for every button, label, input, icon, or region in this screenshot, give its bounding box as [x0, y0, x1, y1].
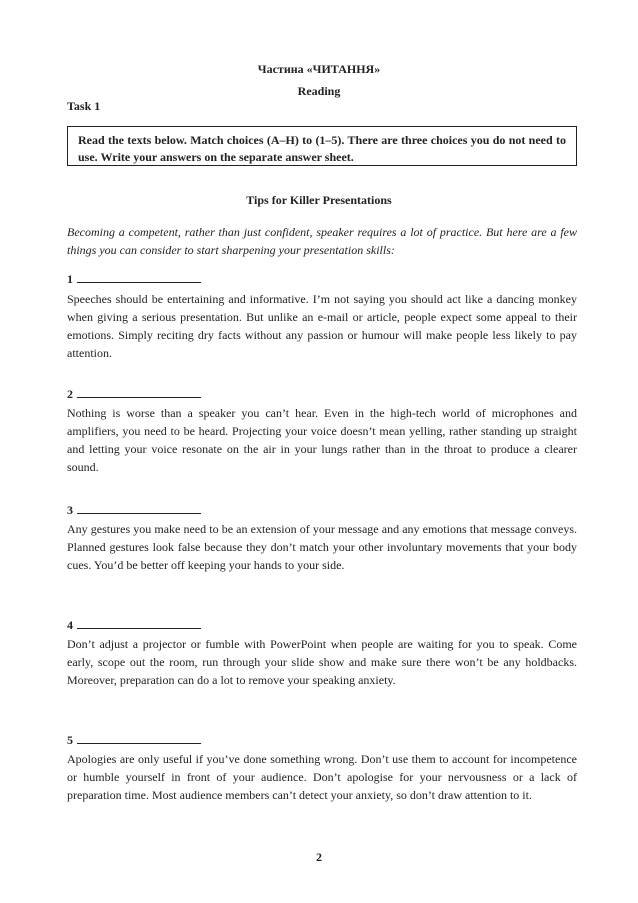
item-text-5: Apologies are only useful if you’ve done something wrong. Don’t use them to account for incompetence or humble yourself in front of your audience. Don’t apologise for your nervousness or a lack of preparation time. Most audience members can’t detect your anxiety, so don’t draw attention to it.: [67, 752, 577, 802]
item-number-label: 1: [67, 272, 73, 286]
answer-blank: [77, 271, 201, 283]
item-text-3: Any gestures you make need to be an extension of your message and any emotions that message conveys. Planned gestures look false because they don’t match your other involuntary movements that your body cues. You’d be better off keeping your hands to your side.: [67, 522, 577, 572]
item-text-4: Don’t adjust a projector or fumble with PowerPoint when people are waiting for you to speak. Come early, scope out the room, run through your slide show and make sure there won’t be any holdbacks. Moreover, preparation can do a lot to remove your speaking anxiety.: [67, 637, 577, 687]
section-title: Reading: [297, 84, 341, 98]
item-text-2: Nothing is worse than a speaker you can’t hear. Even in the high-tech world of microphones and amplifiers, you need to be heard. Projecting your voice doesn’t mean yelling, rather standing up straight and letting your voice resonate on the air in your lungs rather than in the throat to produce a clearer sound.: [67, 406, 577, 474]
item-number-2: [67, 386, 201, 402]
answer-blank: [77, 617, 201, 629]
item-number-3: [67, 502, 201, 518]
answer-blank: [77, 732, 201, 744]
item-number-label: 4: [67, 618, 73, 632]
task-label: Task 1: [67, 99, 101, 113]
item-number-1: [67, 271, 201, 287]
item-number-label: 3: [67, 503, 73, 517]
item-number-4: [67, 617, 201, 633]
instructions-box: Read the texts below. Match choices (A–H) to (1–5). There are three choices you do not need to use. Write your answers on the separate answer sheet.: [67, 126, 577, 166]
item-number-label: 2: [67, 387, 73, 401]
part-title: Частина «ЧИТАННЯ»: [257, 62, 381, 76]
item-number-5: [67, 732, 201, 748]
answer-blank: [77, 502, 201, 514]
page-number: 2: [316, 850, 322, 864]
article-title: Tips for Killer Presentations: [246, 193, 392, 207]
item-text-1: Speeches should be entertaining and informative. I’m not saying you should act like a dancing monkey when giving a serious presentation. But unlike an e-mail or article, people expect some appeal to their emotions. Simply reciting dry facts without any passion or humour will make people less likely to pay attention.: [67, 292, 577, 360]
item-number-label: 5: [67, 733, 73, 747]
article-intro: Becoming a competent, rather than just confident, speaker requires a lot of practice. But here are a few things you can consider to start sharpening your presentation skills:: [67, 225, 577, 257]
answer-blank: [77, 386, 201, 398]
